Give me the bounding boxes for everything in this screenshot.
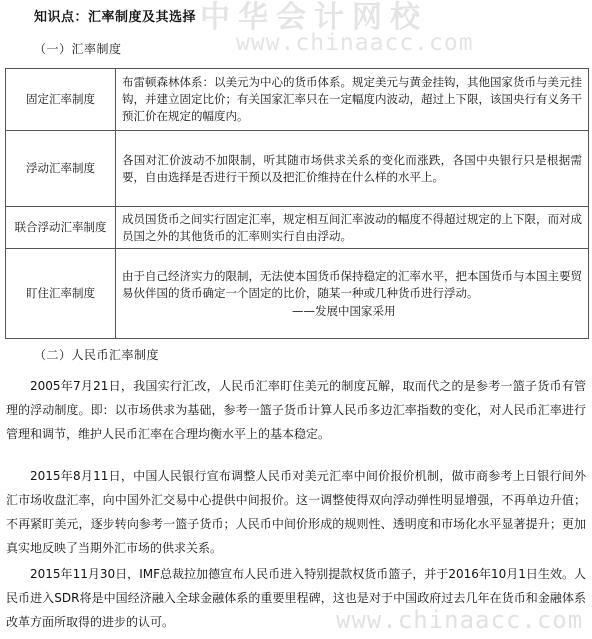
table-cell-desc: 各国对汇价波动不加限制，听其随市场供求关系的变化而涨跌，各国中央银行只是根据需要，自由选择是否进行干预以及把汇价维持在什么样的水平上。 xyxy=(116,131,589,207)
table-cell-type: 联合浮动汇率制度 xyxy=(6,207,116,249)
watermark-url-bottom: www.chinaacc.com xyxy=(336,606,584,634)
watermark-url-top: www.chinaacc.com xyxy=(236,30,474,56)
table-cell-type: 浮动汇率制度 xyxy=(6,131,116,207)
section-heading-exchange-rate-systems: （一）汇率制度 xyxy=(34,42,122,56)
section-heading-rmb-system: （二）人民币汇率制度 xyxy=(34,348,160,362)
table-row xyxy=(6,69,589,131)
table-cell-note: ——发展中国家采用 xyxy=(292,303,396,318)
paragraph-2015-august: 2015年8月11日，中国人民银行宣布调整人民币对美元汇率中间价报价机制，做市商参考上日银行间外汇市场收盘汇率，向中国外汇交易中心提供中间报价。这一调整使得双向浮动弹性明显增强，不再单边升值；不再紧盯美元，逐步转向参考一篮子货币；人民币中间价形成的规则性、透明度和市场化水平显著提升；更加真实地反映了当期外汇市场的供求关系。 xyxy=(6,469,586,555)
paragraph-2005-reform: 2005年7月21日，我国实行汇改，人民币汇率盯住美元的制度瓦解，取而代之的是参考一篮子货币有管理的浮动制度。即：以市场供求为基础，参考一篮子货币计算人民币多边汇率指数的变化，对人民币汇率进行管理和调节，维护人民币汇率在合理均衡水平上的基本稳定。 xyxy=(6,379,586,441)
table-cell-desc: 布雷顿森林体系：以美元为中心的货币体系。规定美元与黄金挂钩，其他国家货币与美元挂钩，并建立固定比价；有关国家汇率只在一定幅度内波动，超过上下限，该国央行有义务干预汇价在规定的幅度内。 xyxy=(116,69,589,131)
table-row xyxy=(6,249,589,339)
table-cell-desc: 成员国货币之间实行固定汇率，规定相互间汇率波动的幅度不得超过规定的上下限，而对成员国之外的其他货币的汇率则实行自由浮动。 xyxy=(116,207,589,249)
table-cell-desc xyxy=(116,249,589,339)
table-cell-type: 盯住汇率制度 xyxy=(6,249,116,339)
table-row xyxy=(6,207,589,249)
watermark-text: 中华会计网校 xyxy=(200,0,428,35)
page-title: 知识点：汇率制度及其选择 xyxy=(34,10,197,25)
table-row xyxy=(6,131,589,207)
table-cell-type: 固定汇率制度 xyxy=(6,69,116,131)
exchange-rate-table xyxy=(5,68,589,339)
paragraph-2015-november: 2015年11月30日，IMF总裁拉加德宣布人民币进入特别提款权货币篮子，并于2016年10月1日生效。人民币进入SDR将是中国经济融入全球金融体系的重要里程碑，这也是对于中国政府过去几年在货币和金融体系改革方面所取得的进步的认可。 xyxy=(6,567,586,629)
table-cell-desc-text: 由于自己经济实力的限制，无法使本国货币保持稳定的汇率水平，把本国货币与本国主要贸易伙伴国的货币确定一个固定的比价，随某一种或几种货币进行浮动。 xyxy=(122,268,582,300)
